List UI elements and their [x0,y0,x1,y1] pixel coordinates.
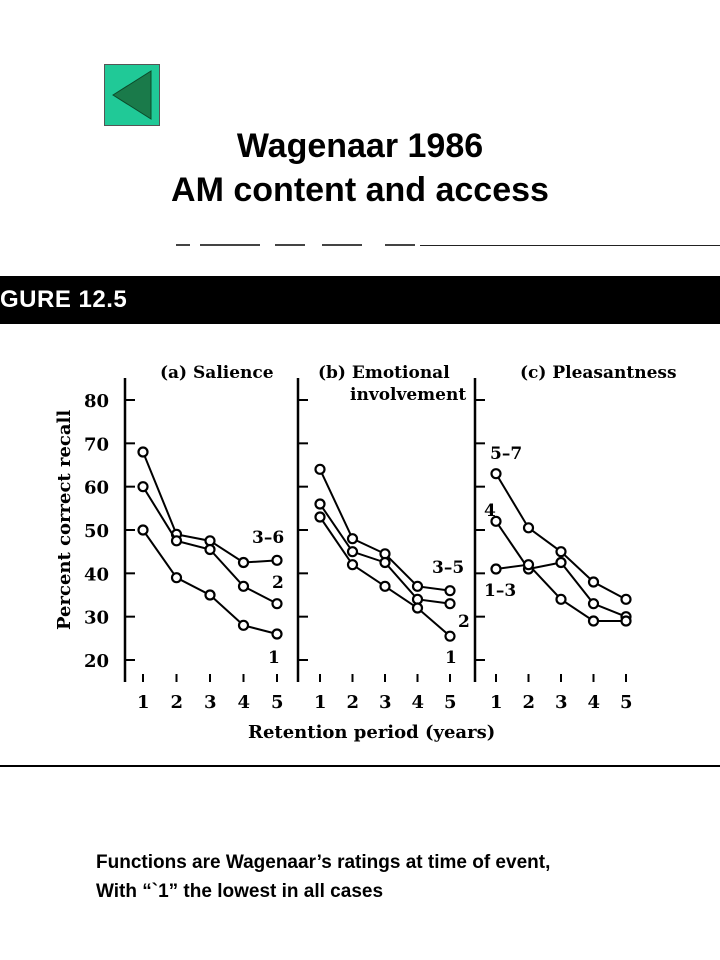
data-point [622,595,631,604]
data-point [492,565,501,574]
data-point [239,582,248,591]
series-label: 2 [458,612,470,632]
data-point [139,448,148,457]
data-point [381,558,390,567]
back-nav-button[interactable] [104,64,160,126]
data-point [316,465,325,474]
data-point [446,586,455,595]
data-point [557,558,566,567]
data-point [348,547,357,556]
x-tick-label: 4 [411,692,425,713]
series-label: 1 [268,648,280,668]
data-point [589,599,598,608]
x-tick-label: 3 [555,692,568,713]
x-tick-label: 2 [346,692,360,713]
slide-title: Wagenaar 1986 [236,127,484,165]
y-tick-label: 80 [84,391,110,412]
data-point [446,632,455,641]
series-line [320,517,450,636]
data-point [206,545,215,554]
data-point [239,558,248,567]
recall-charts [0,330,720,760]
data-point [316,513,325,522]
caption-line-2: With “`1” the lowest in all cases [96,881,384,902]
panel-title: (c) Pleasantness [520,363,677,383]
data-point [589,578,598,587]
series-label: 5–7 [490,444,523,464]
data-point [413,582,422,591]
data-point [524,523,533,532]
data-point [589,617,598,626]
y-tick-label: 70 [84,434,110,456]
panel-title: (a) Salience [160,363,274,383]
scan-artifact [385,244,415,246]
x-tick-label: 1 [137,692,150,713]
x-tick-label: 3 [379,692,392,713]
y-axis-title: Percent correct recall [54,409,75,630]
data-point [557,595,566,604]
slide-subtitle: AM content and access [171,171,549,209]
data-point [557,547,566,556]
data-point [172,573,181,582]
series-line [320,469,450,590]
data-point [492,469,501,478]
data-point [273,556,282,565]
data-point [139,526,148,535]
scan-artifact [275,244,305,246]
data-point [316,500,325,509]
scan-artifact [200,244,260,246]
x-tick-label: 5 [444,692,457,713]
bottom-divider [0,765,720,767]
data-point [348,534,357,543]
scan-artifact [322,244,362,246]
x-tick-label: 5 [620,692,633,713]
data-point [273,630,282,639]
x-tick-label: 1 [490,692,503,713]
y-tick-label: 20 [84,651,110,672]
x-tick-label: 2 [522,692,536,713]
data-point [206,591,215,600]
x-tick-label: 3 [204,692,217,713]
series-label: 3–6 [252,528,285,548]
caption-line-1: Functions are Wagenaar’s ratings at time of event, [96,852,551,873]
data-point [622,617,631,626]
data-point [446,599,455,608]
scan-artifact [176,244,190,246]
data-point [239,621,248,630]
x-tick-label: 4 [237,692,251,713]
series-label: 4 [484,501,496,521]
back-arrow-icon [105,65,159,125]
data-point [172,536,181,545]
data-point [348,560,357,569]
data-point [381,582,390,591]
figure-label: GURE 12.5 [0,286,128,313]
series-label: 1–3 [484,581,517,601]
series-label: 2 [272,573,284,593]
data-point [524,560,533,569]
data-point [139,482,148,491]
figure-label-bar [0,276,720,324]
y-tick-label: 40 [84,564,110,586]
panel-title: (b) Emotional [318,363,450,383]
x-tick-label: 5 [271,692,284,713]
top-divider [420,245,720,246]
panel-title-line2: involvement [350,385,467,405]
series-label: 1 [445,648,457,668]
y-tick-label: 50 [84,521,110,542]
x-tick-label: 2 [170,692,184,713]
x-tick-label: 1 [314,692,327,713]
x-axis-title: Retention period (years) [248,722,496,743]
y-tick-label: 60 [84,477,110,499]
y-tick-label: 30 [84,607,110,629]
data-point [273,599,282,608]
series-label: 3–5 [432,558,465,578]
data-point [413,604,422,613]
x-tick-label: 4 [587,692,601,713]
